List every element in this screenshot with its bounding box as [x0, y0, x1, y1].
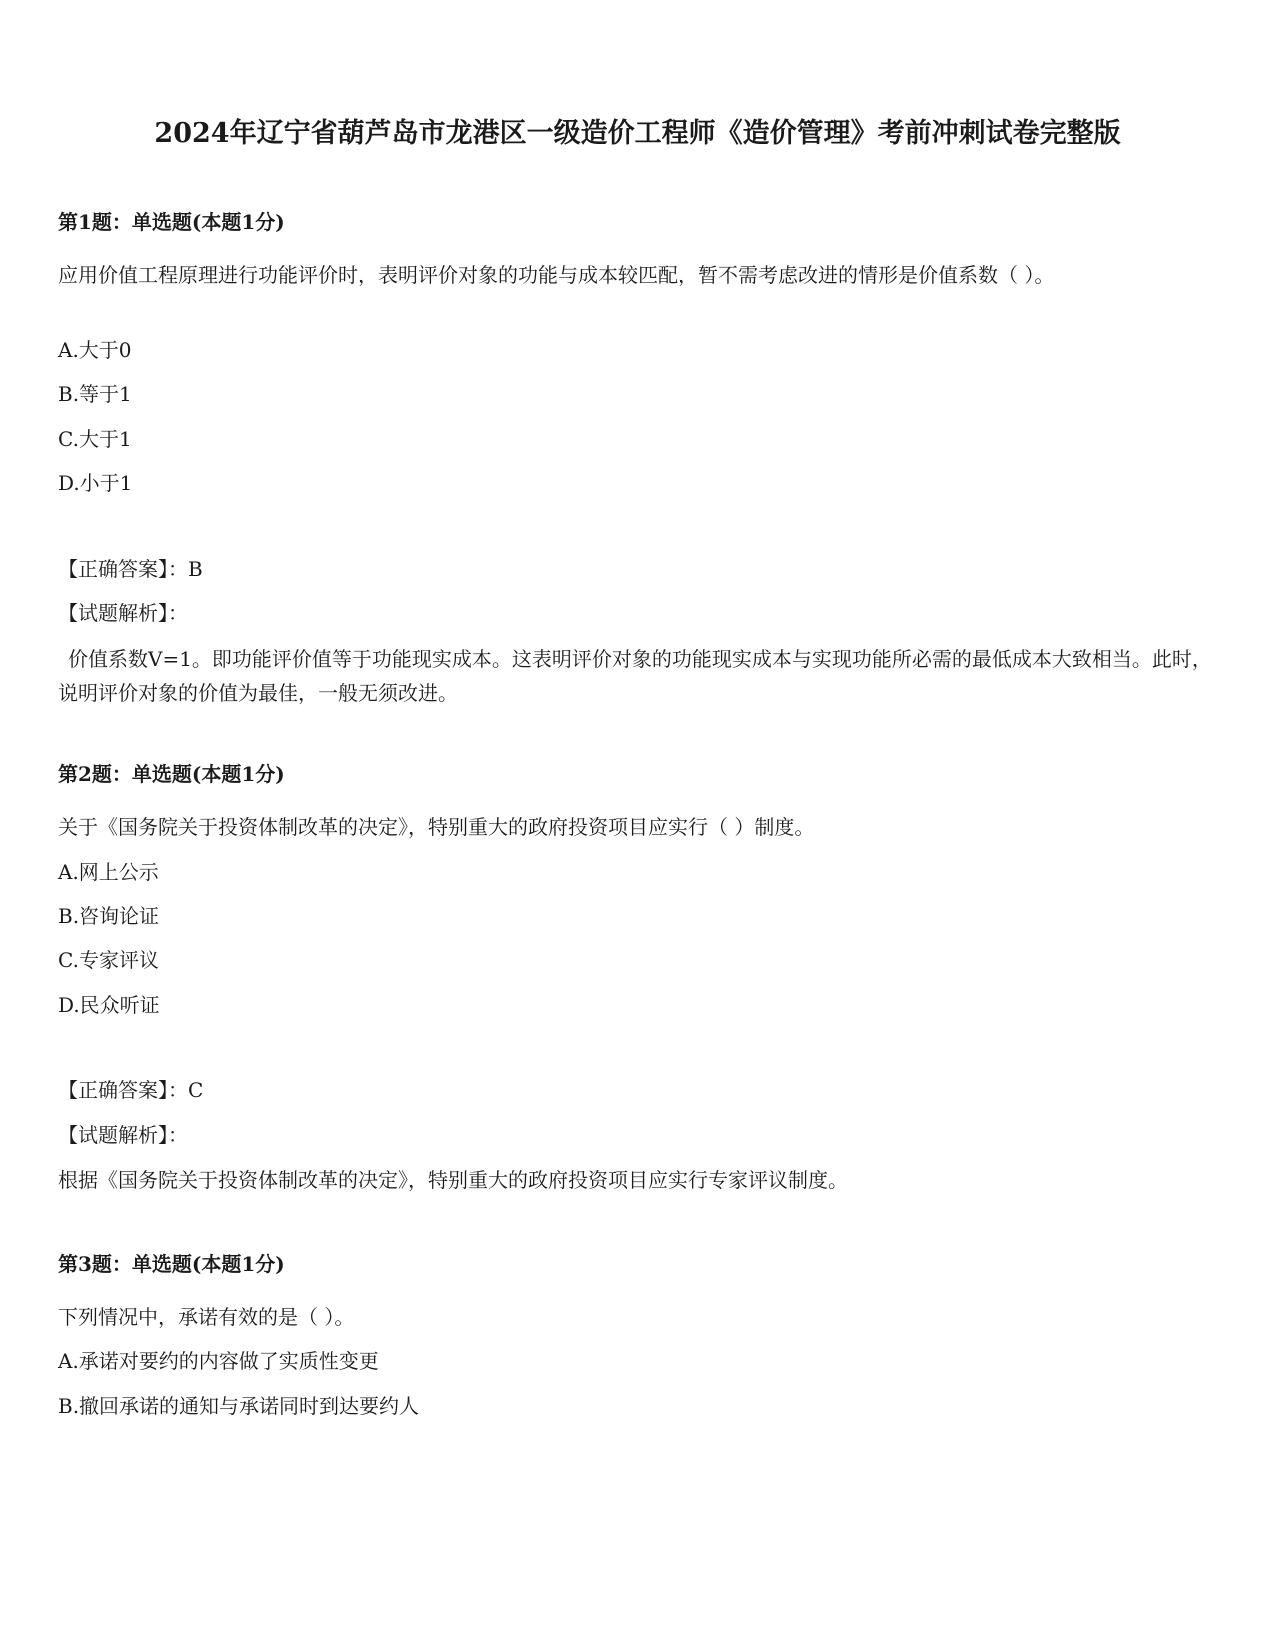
question-2-analysis: 根据《国务院关于投资体制改革的决定》，特别重大的政府投资项目应实行专家评议制度。	[58, 1168, 848, 1192]
question-3-stem: 下列情况中，承诺有效的是（ ）。	[58, 1305, 355, 1329]
question-2-analysis-label: 【试题解析】：	[58, 1123, 188, 1147]
question-3-option-a: A.承诺对要约的内容做了实质性变更	[58, 1349, 379, 1373]
question-3-header: 第3题：单选题(本题1分)	[58, 1252, 285, 1276]
question-1-option-d: D.小于1	[58, 471, 133, 495]
question-1-stem: 应用价值工程原理进行功能评价时，表明评价对象的功能与成本较匹配，暂不需考虑改进的情形是价值系数（ ）。	[58, 263, 1055, 287]
question-2-option-d: D.民众听证	[58, 993, 160, 1017]
document-title: 2024年辽宁省葫芦岛市龙港区一级造价工程师《造价管理》考前冲刺试卷完整版	[154, 118, 1121, 149]
question-1-option-b: B.等于1	[58, 382, 132, 406]
question-1-header: 第1题：单选题(本题1分)	[58, 210, 285, 234]
question-1-answer: 【正确答案】：B	[58, 557, 203, 581]
question-3-option-b: B.撤回承诺的通知与承诺同时到达要约人	[58, 1394, 420, 1418]
question-2-answer: 【正确答案】：C	[58, 1078, 204, 1102]
question-2-option-c: C.专家评议	[58, 948, 159, 972]
question-2-option-a: A.网上公示	[58, 860, 159, 884]
question-2-stem: 关于《国务院关于投资体制改革的决定》，特别重大的政府投资项目应实行（ ）制度。	[58, 815, 815, 839]
question-2-option-b: B.咨询论证	[58, 904, 160, 928]
question-2-header: 第2题：单选题(本题1分)	[58, 762, 285, 786]
question-1-option-c: C.大于1	[58, 427, 132, 451]
question-1-option-a: A.大于0	[58, 338, 132, 362]
question-1-analysis: 价值系数V=1。即功能评价值等于功能现实成本。这表明评价对象的功能现实成本与实现功能所必需的最低成本大致相当。此时，说明评价对象的价值为最佳，一般无须改进。	[58, 647, 1212, 705]
question-1-analysis-label: 【试题解析】：	[58, 601, 188, 625]
